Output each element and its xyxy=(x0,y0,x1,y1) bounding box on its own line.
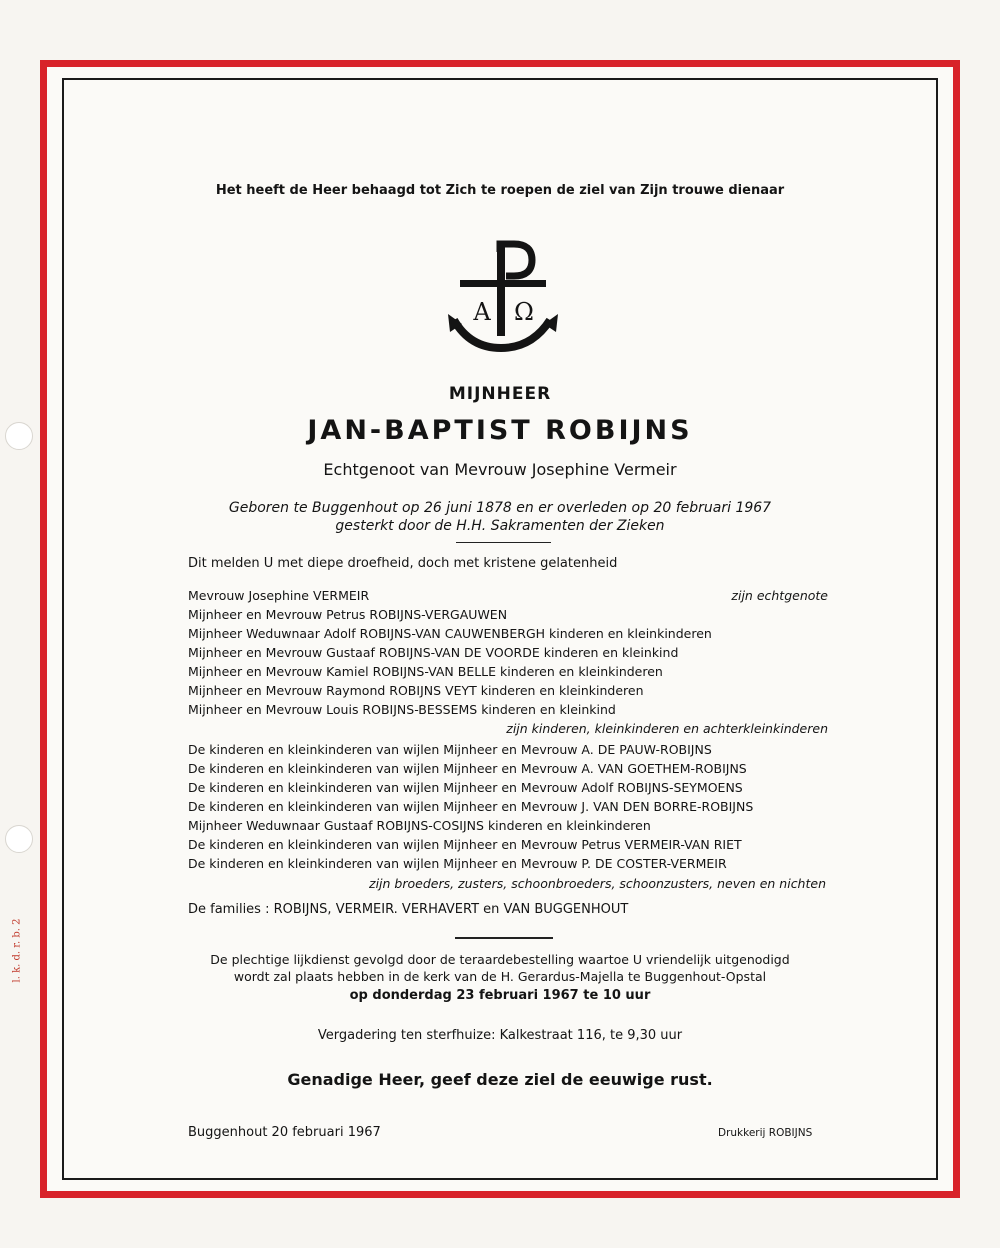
list-item: De kinderen en kleinkinderen van wijlen Mijnheer en Mevrouw A. VAN GOETHEM-ROBIJNS xyxy=(188,761,747,776)
list-item: Mijnheer en Mevrouw Kamiel ROBIJNS-VAN BELLE kinderen en kleinkinderen xyxy=(188,664,663,679)
list-item: De kinderen en kleinkinderen van wijlen Mijnheer en Mevrouw Petrus VERMEIR-VAN RIET xyxy=(188,837,742,852)
omega-letter: Ω xyxy=(514,298,534,326)
announcement-line: Dit melden U met diepe droefheid, doch met kristene gelatenheid xyxy=(188,556,618,571)
side-code: l. k. d. r. b. 2 xyxy=(11,918,23,983)
divider xyxy=(456,542,551,543)
list-item: De kinderen en kleinkinderen van wijlen Mijnheer en Mevrouw Adolf ROBIJNS-SEYMOENS xyxy=(188,780,743,795)
service-line-2: wordt zal plaats hebben in de kerk van de H. Gerardus-Majella te Buggenhout-Opstal xyxy=(233,969,767,984)
gathering-line: Vergadering ten sterfhuize: Kalkestraat 116, te 9,30 uur xyxy=(317,1028,683,1043)
printer-credit: Drukkerij ROBIJNS xyxy=(718,1127,813,1139)
list-item: De kinderen en kleinkinderen van wijlen Mijnheer en Mevrouw P. DE COSTER-VERMEIR xyxy=(188,856,727,871)
birth-death-line: Geboren te Buggenhout op 26 juni 1878 en er overleden op 20 februari 1967 xyxy=(228,500,772,516)
families-line: De families : ROBIJNS, VERMEIR. VERHAVERT en VAN BUGGENHOUT xyxy=(188,902,629,917)
service-text xyxy=(0,950,1000,969)
list-item: De kinderen en kleinkinderen van wijlen Mijnheer en Mevrouw A. DE PAUW-ROBIJNS xyxy=(188,742,712,757)
list-item: Mijnheer Weduwnaar Adolf ROBIJNS-VAN CAUWENBERGH kinderen en kleinkinderen xyxy=(188,626,712,641)
alpha-letter: A xyxy=(473,298,491,326)
list-item: Mijnheer en Mevrouw Petrus ROBIJNS-VERGAUWEN xyxy=(188,607,508,622)
service-line-1: De plechtige lijkdienst gevolgd door de teraardebestelling waartoe U vriendelijk uitgenodigd xyxy=(210,952,790,967)
list-item: Mijnheer Weduwnaar Gustaaf ROBIJNS-COSIJNS kinderen en kleinkinderen xyxy=(188,818,651,833)
list-item: Mijnheer en Mevrouw Gustaaf ROBIJNS-VAN DE VOORDE kinderen en kleinkind xyxy=(188,645,679,660)
list-item: Mijnheer en Mevrouw Raymond ROBIJNS VEYT kinderen en kleinkinderen xyxy=(188,683,644,698)
family-list-siblings xyxy=(188,740,828,873)
intro-text: Het heeft de Heer behaagd tot Zich te roepen de ziel van Zijn trouwe dienaar xyxy=(215,183,785,198)
children-relation: zijn kinderen, kleinkinderen en achterkleinkinderen xyxy=(506,721,828,736)
list-item: Mijnheer en Mevrouw Louis ROBIJNS-BESSEMS kinderen en kleinkind xyxy=(188,702,616,717)
divider xyxy=(455,937,553,939)
widow-line xyxy=(188,586,828,605)
list-item: De kinderen en kleinkinderen van wijlen Mijnheer en Mevrouw J. VAN DEN BORRE-ROBIJNS xyxy=(188,799,754,814)
deceased-name: JAN-BAPTIST ROBIJNS xyxy=(307,415,693,446)
service-date: op donderdag 23 februari 1967 te 10 uur xyxy=(349,988,651,1003)
place-date: Buggenhout 20 februari 1967 xyxy=(188,1125,381,1140)
anchor-chi-rho-alpha-omega-icon xyxy=(440,240,570,360)
sacraments-line: gesterkt door de H.H. Sakramenten der Zieken xyxy=(335,518,665,534)
honorific-title: MIJNHEER xyxy=(448,384,552,404)
widow-name: Mevrouw Josephine VERMEIR xyxy=(188,588,370,603)
prayer-line: Genadige Heer, geef deze ziel de eeuwige rust. xyxy=(287,1070,713,1089)
spouse-line: Echtgenoot van Mevrouw Josephine Vermeir xyxy=(323,460,677,479)
siblings-relation: zijn broeders, zusters, schoonbroeders, schoonzusters, neven en nichten xyxy=(369,876,826,891)
family-list-children xyxy=(188,586,828,738)
widow-relation: zijn echtgenote xyxy=(731,588,828,603)
punch-hole xyxy=(5,825,33,853)
